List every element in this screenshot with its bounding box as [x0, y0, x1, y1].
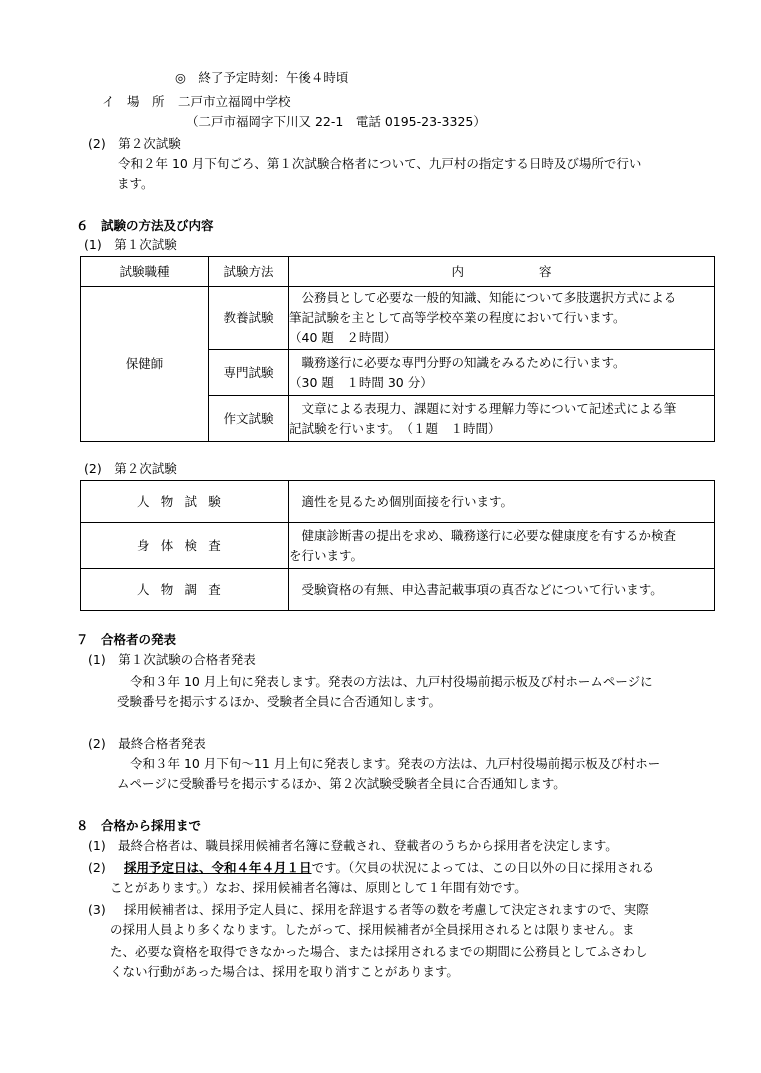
item-2-text	[124, 860, 654, 876]
content-line: 適性を見るため個別面接を行います。	[301, 493, 514, 509]
section-7-sub-1: (1) 第１次試験の合格者発表	[88, 652, 256, 667]
method-cell: 専門試験	[209, 350, 289, 396]
content-line: （40 題 ２時間）	[289, 330, 397, 345]
content-line: を行います。	[289, 547, 364, 563]
item-2-rest: です。（欠員の状況によっては、この日以外の日に採用される	[311, 860, 655, 875]
place-name: 二戸市立福岡中学校	[178, 94, 291, 109]
item-3-line-4: くない行動があった場合は、採用を取り消すことがあります。	[110, 964, 459, 979]
item-1-number: (1)	[88, 838, 106, 853]
section-7-sub-2-line-2: ムページに受験番号を掲示するほか、第２次試験受験者全員に合否通知します。	[117, 776, 566, 791]
item-3-line-2: の採用人員より多くなります。したがって、採用候補者が全員採用されるとは限りません。ま	[110, 922, 635, 937]
content-line: （30 題 １時間 30 分）	[289, 374, 433, 390]
exam-table-1	[80, 256, 715, 442]
item-3-line-3: た、必要な資格を取得できなかった場合、または採用されるまでの期間に公務員としてふさわし	[110, 944, 648, 959]
item-2-line-2: ことがあります。）なお、採用候補者名簿は、原則として１年間有効です。	[110, 880, 527, 895]
header-content: 内 容	[289, 257, 715, 287]
table-row	[81, 287, 715, 350]
content-cell	[289, 523, 715, 569]
table-row	[81, 523, 715, 569]
section-8-heading: ８ 合格から採用まで	[76, 818, 202, 833]
content-line: 公務員として必要な一般的知識、知能について多肢選択方式による	[301, 290, 677, 305]
method-cell: 教養試験	[209, 287, 289, 350]
content-line: 筆記試験を主として高等学校卒業の程度において行います。	[289, 310, 626, 325]
second-exam-heading: (2) 第２次試験	[88, 136, 181, 151]
job-type: 保健師	[81, 287, 209, 442]
header-method: 試験方法	[209, 257, 289, 287]
adoption-date: 採用予定日は、令和４年４月１日	[124, 860, 312, 875]
content-cell	[289, 350, 715, 396]
row-label: 身体検査	[136, 537, 232, 553]
place-label: イ 場 所	[102, 94, 165, 109]
table-row	[81, 569, 715, 611]
section-6-sub-1: (1) 第１次試験	[84, 237, 177, 252]
content-cell	[289, 569, 715, 611]
section-6-heading: ６ 試験の方法及び内容	[76, 218, 214, 233]
table-row	[81, 481, 715, 523]
item-2-number: (2)	[88, 860, 106, 875]
section-7-sub-2-line-1: 令和３年 10 月下旬～11 月上旬に発表します。発表の方法は、九戸村役場前掲示板及び村ホー	[130, 756, 661, 771]
item-3-line-1: 採用候補者は、採用予定人員に、採用を辞退する者等の数を考慮して決定されますので、実際	[124, 902, 649, 917]
exam-table-1-header	[81, 257, 715, 287]
section-7-sub-1-line-2: 受験番号を掲示するほか、受験者全員に合否通知します。	[117, 694, 442, 709]
section-7-heading: ７ 合格者の発表	[76, 632, 177, 647]
second-exam-line-2: ます。	[117, 176, 154, 191]
item-1-text: 最終合格者は、職員採用候補者名簿に登載され、登載者のうちから採用者を決定します。	[118, 838, 618, 853]
section-6-sub-2: (2) 第２次試験	[84, 461, 177, 476]
section-7-sub-2: (2) 最終合格者発表	[88, 736, 206, 751]
method-cell: 作文試験	[209, 396, 289, 442]
second-exam-line-1: 令和２年 10 月下旬ごろ、第１次試験合格者について、九戸村の指定する日時及び場所で行い	[118, 156, 642, 171]
row-label: 人物調査	[136, 581, 232, 597]
content-line: 受験資格の有無、申込書記載事項の真否などについて行います。	[301, 581, 663, 597]
content-cell	[289, 481, 715, 523]
header-job: 試験職種	[81, 257, 209, 287]
content-line: 健康診断書の提出を求め、職務遂行に必要な健康度を有するか検査	[301, 527, 677, 543]
content-line: 文章による表現力、課題に対する理解力等について記述式による筆	[301, 400, 677, 416]
content-cell	[289, 396, 715, 442]
item-3-number: (3)	[88, 902, 106, 917]
exam-table-2	[80, 480, 715, 611]
content-cell	[289, 287, 715, 350]
content-line: 記試験を行います。 （１題 １時間）	[289, 420, 501, 436]
row-label: 人物試験	[136, 493, 232, 509]
content-line: 職務遂行に必要な専門分野の知識をみるために行います。	[301, 354, 626, 370]
section-7-sub-1-line-1: 令和３年 10 月上旬に発表します。発表の方法は、九戸村役場前掲示板及び村ホームページに	[130, 674, 653, 689]
end-time: ◎ 終了予定時刻：午後４時頃	[175, 70, 349, 85]
place-address: （二戸市福岡字下川又 22-1 電話 0195-23-3325）	[186, 114, 486, 129]
